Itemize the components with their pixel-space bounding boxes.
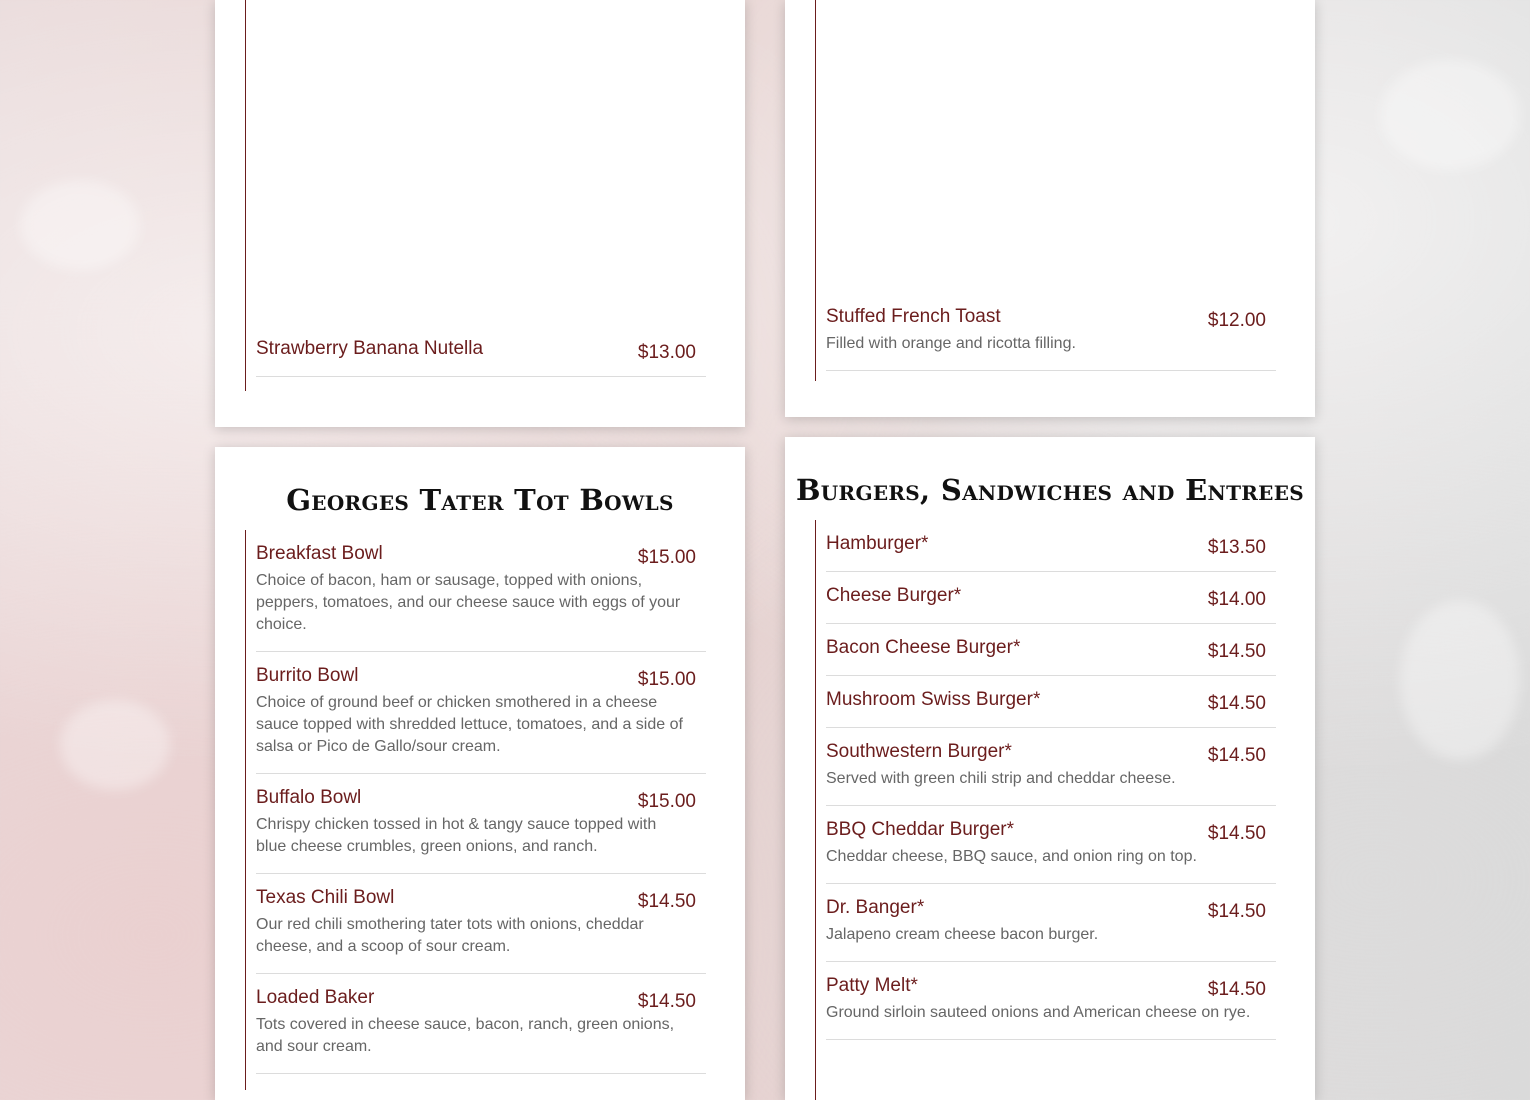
menu-list	[245, 530, 706, 1090]
menu-item[interactable]	[256, 974, 706, 1074]
item-price: $14.00	[1207, 589, 1266, 610]
item-name: Dr. Banger*	[826, 897, 925, 918]
item-name: Bacon Cheese Burger*	[826, 637, 1021, 658]
item-name: Cheese Burger*	[826, 585, 962, 606]
menu-list-spacer	[246, 0, 706, 325]
item-name: Southwestern Burger*	[826, 741, 1012, 762]
menu-item[interactable]	[826, 293, 1276, 371]
item-price: $14.50	[637, 891, 696, 912]
item-price: $15.00	[637, 791, 696, 812]
menu-list-spacer	[816, 0, 1276, 293]
menu-card-tater-tot-bowls	[215, 447, 745, 1100]
menu-item[interactable]	[826, 728, 1276, 806]
item-description: Choice of ground beef or chicken smothered in a cheese sauce topped with shredded lettuce, tomatoes, and a side of salsa or Pico de Gallo/sour cream.	[256, 694, 683, 755]
menu-item[interactable]	[256, 874, 706, 974]
menu-item[interactable]	[256, 325, 706, 377]
menu-list	[815, 520, 1276, 1100]
item-price: $14.50	[1207, 979, 1266, 1000]
item-name: Loaded Baker	[256, 987, 375, 1008]
menu-item[interactable]	[826, 676, 1276, 728]
item-price: $14.50	[1207, 641, 1266, 662]
item-price: $13.00	[637, 342, 696, 363]
item-name: Burrito Bowl	[256, 665, 359, 686]
item-price: $12.00	[1207, 310, 1266, 331]
item-price: $14.50	[1207, 745, 1266, 766]
item-name: Mushroom Swiss Burger*	[826, 689, 1041, 710]
item-name: BBQ Cheddar Burger*	[826, 819, 1014, 840]
item-description: Ground sirloin sauteed onions and American cheese on rye.	[826, 1004, 1251, 1021]
menu-item[interactable]	[256, 652, 706, 774]
menu-item[interactable]	[826, 962, 1276, 1040]
item-price: $14.50	[1207, 901, 1266, 922]
item-name: Strawberry Banana Nutella	[256, 338, 484, 359]
item-description: Tots covered in cheese sauce, bacon, ranch, green onions, and sour cream.	[256, 1016, 675, 1055]
item-name: Breakfast Bowl	[256, 543, 383, 564]
item-name: Stuffed French Toast	[826, 306, 1001, 327]
menu-item[interactable]	[826, 572, 1276, 624]
menu-item[interactable]	[826, 624, 1276, 676]
menu-card-top-right	[785, 0, 1315, 417]
menu-card-top-left	[215, 0, 745, 427]
menu-card-burgers	[785, 437, 1315, 1100]
item-price: $13.50	[1207, 537, 1266, 558]
item-description: Chrispy chicken tossed in hot & tangy sauce topped with blue cheese crumbles, green onions, and ranch.	[256, 816, 657, 855]
item-description: Choice of bacon, ham or sausage, topped with onions, peppers, tomatoes, and our cheese sauce with eggs of your choice.	[256, 572, 681, 633]
menu-item[interactable]	[826, 806, 1276, 884]
menu-list	[245, 0, 706, 391]
item-description: Cheddar cheese, BBQ sauce, and onion ring on top.	[826, 848, 1197, 865]
item-name: Hamburger*	[826, 533, 929, 554]
item-description: Served with green chili strip and cheddar cheese.	[826, 770, 1176, 787]
item-name: Texas Chili Bowl	[256, 887, 395, 908]
item-price: $14.50	[1207, 823, 1266, 844]
menu-item[interactable]	[256, 530, 706, 652]
item-price: $15.00	[637, 669, 696, 690]
item-price: $14.50	[1207, 693, 1266, 714]
menu-list	[815, 0, 1276, 381]
menu-item[interactable]	[826, 520, 1276, 572]
menu-item[interactable]	[256, 774, 706, 874]
section-title: Burgers, Sandwiches and Entrees	[795, 473, 1304, 507]
item-name: Buffalo Bowl	[256, 787, 362, 808]
item-price: $15.00	[637, 547, 696, 568]
item-name: Patty Melt*	[826, 975, 918, 996]
item-description: Filled with orange and ricotta filling.	[826, 335, 1076, 352]
item-description: Jalapeno cream cheese bacon burger.	[826, 926, 1099, 943]
section-title: Georges Tater Tot Bowls	[286, 483, 674, 517]
item-price: $14.50	[637, 991, 696, 1012]
item-description: Our red chili smothering tater tots with onions, cheddar cheese, and a scoop of sour cream.	[256, 916, 644, 955]
menu-item[interactable]	[826, 884, 1276, 962]
